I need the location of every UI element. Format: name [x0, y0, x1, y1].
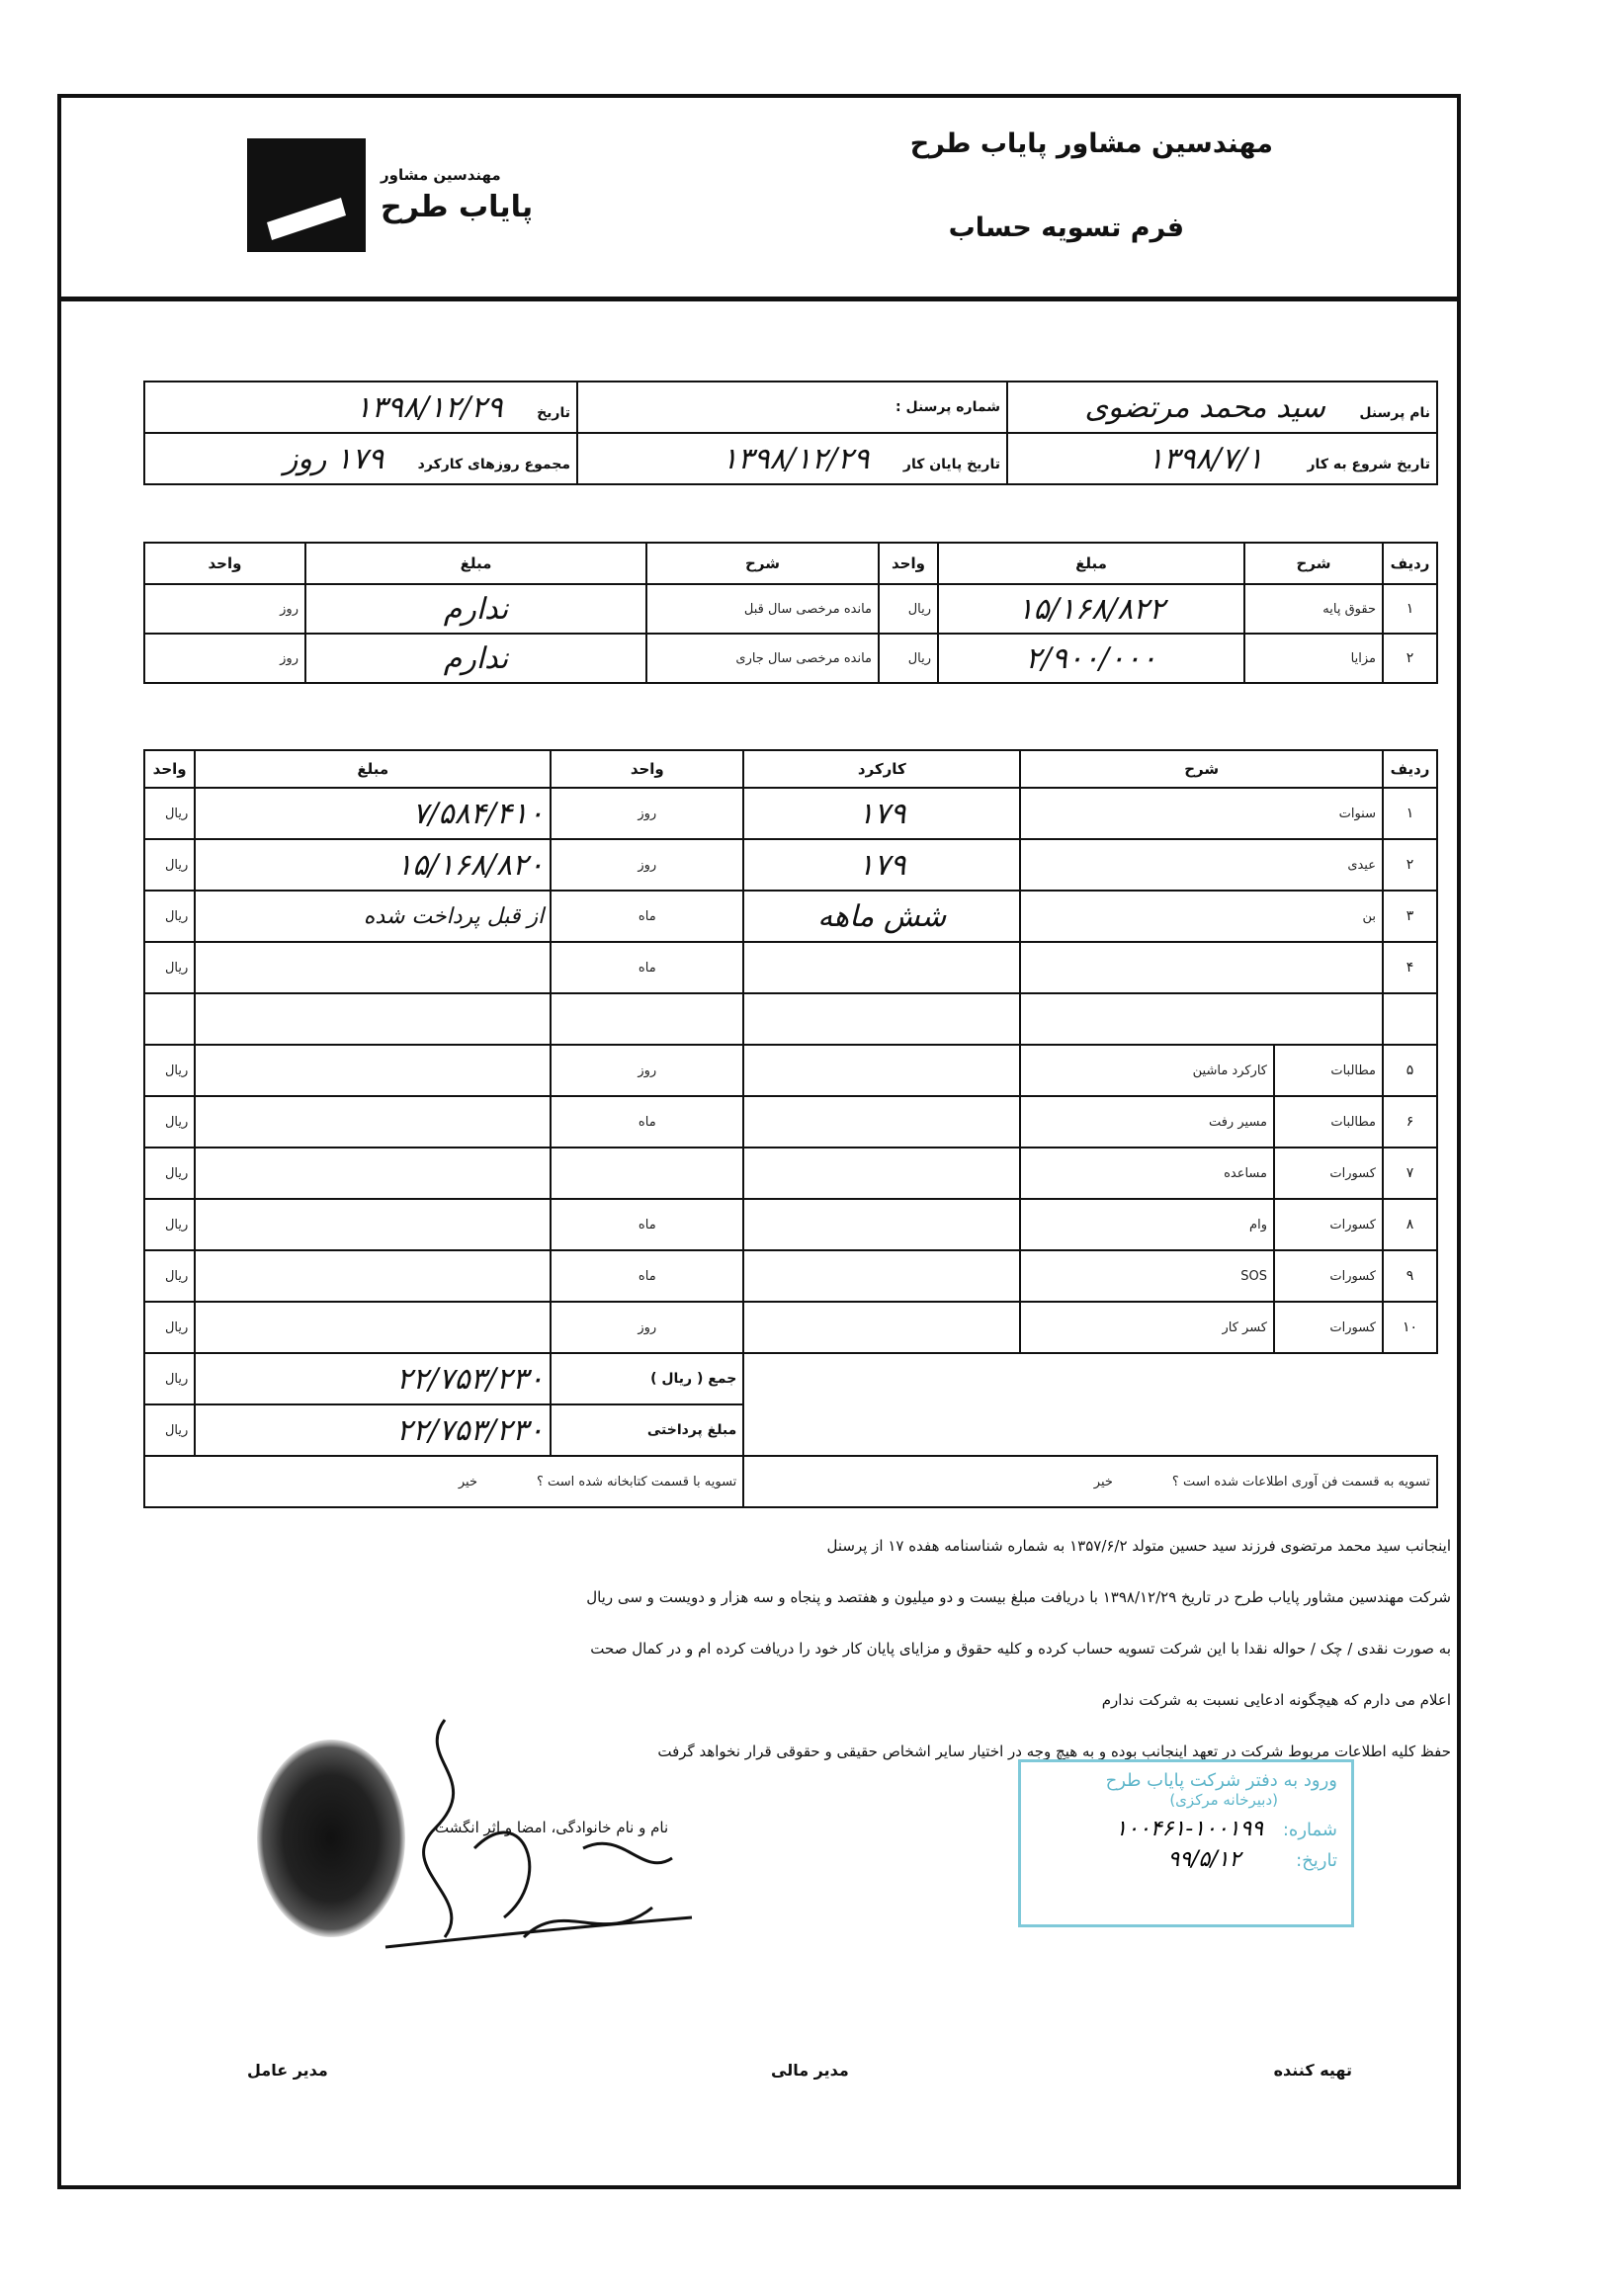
table-row [144, 942, 1437, 993]
start-date-value: ۱۳۹۸/۷/۱ [1148, 441, 1264, 476]
row-subdesc: SOS [1020, 1250, 1274, 1302]
row-desc: مانده مرخصی سال قبل [646, 584, 879, 634]
col-header: کارکرد [743, 750, 1020, 788]
row-number: ۴ [1383, 942, 1437, 993]
days-label: مجموع روزهای کارکرد [417, 456, 570, 472]
row-unit: روز [551, 1045, 743, 1096]
row-amount [195, 1045, 551, 1096]
salary-table [143, 542, 1438, 684]
stamp-subtitle: (دبیرخانه مرکزی) [1169, 1791, 1278, 1809]
stamp-date-label: تاریخ: [1296, 1850, 1337, 1871]
row-unit: روز [551, 1302, 743, 1353]
row-number: ۷ [1383, 1148, 1437, 1199]
col-header: مبلغ [195, 750, 551, 788]
row-unit: ریال [879, 634, 938, 683]
company-name: مهندسین مشاور پایاب طرح [909, 128, 1273, 159]
row-number: ۲ [1383, 839, 1437, 891]
col-header: شرح [1244, 543, 1383, 584]
name-label: نام پرسنل [1359, 404, 1430, 421]
table-row [144, 993, 1437, 1045]
stamp-number-label: شماره: [1282, 1820, 1337, 1840]
end-date-label: تاریخ پایان کار [902, 456, 1000, 472]
row-subdesc: کارکرد ماشین [1020, 1045, 1274, 1096]
row-unit: ماه [551, 1199, 743, 1250]
row-work: شش ماهه [743, 891, 1020, 942]
row-amount [195, 993, 551, 1045]
row-unit2: ریال [144, 1148, 195, 1199]
row-unit [551, 993, 743, 1045]
col-header: شرح [1020, 750, 1383, 788]
row-amount [195, 1148, 551, 1199]
row-unit2: ریال [144, 1096, 195, 1148]
row-number: ۶ [1383, 1096, 1437, 1148]
personnel-no-label: شماره پرسنل : [895, 399, 1000, 415]
date-value: ۱۳۹۸/۱۲/۲۹ [355, 389, 503, 425]
stamp-number-value: ۱۰۰۱۹۹-۱۰۰۴۶۱ [1115, 1817, 1264, 1841]
days-value: ۱۷۹ روز [283, 441, 384, 476]
row-amount: ۷/۵۸۴/۴۱۰ [195, 788, 551, 839]
payable-value: ۲۲/۷۵۳/۲۳۰ [195, 1404, 551, 1456]
table-row [144, 1045, 1437, 1096]
row-unit2: ریال [144, 1302, 195, 1353]
row-unit: روز [144, 634, 305, 683]
signature-label: نام و نام خانوادگی، امضا و اثر انگشت [435, 1819, 669, 1836]
declaration-line-4: اعلام می دارم که هیچگونه ادعایی نسبت به شرکت ندارم [1101, 1691, 1451, 1709]
row-desc: کسورات [1274, 1199, 1383, 1250]
table-row [144, 1148, 1437, 1199]
row-desc: سنوات [1020, 788, 1383, 839]
table-row [144, 1302, 1437, 1353]
row-unit [551, 1148, 743, 1199]
col-header: مبلغ [305, 543, 646, 584]
col-header: واحد [551, 750, 743, 788]
row-desc [1020, 993, 1383, 1045]
settlement-questions-row [144, 1456, 1437, 1507]
settlement-table [143, 749, 1438, 1508]
row-amount: ۱۵/۱۶۸/۸۲۰ [195, 839, 551, 891]
row-unit2: ریال [144, 1199, 195, 1250]
row-desc: مانده مرخصی سال جاری [646, 634, 879, 683]
library-settlement-question: تسویه با قسمت کتابخانه شده است ؟ [536, 1474, 737, 1489]
row-amount: ندارم [305, 634, 646, 683]
signature-image [326, 1700, 702, 1977]
row-work: ۱۷۹ [743, 788, 1020, 839]
col-header: شرح [646, 543, 879, 584]
form-title: فرم تسویه حساب [948, 213, 1184, 243]
declaration-line-5: حفظ کلیه اطلاعات مربوط شرکت در تعهد اینجانب بوده و به هیچ وجه در اختیار سایر اشخاص حقیقی و حقوقی قرار نخواهد گرفت [657, 1743, 1451, 1760]
preparer-label: تهیه کننده [1273, 2061, 1352, 2080]
library-settlement-answer: خیر [458, 1474, 477, 1489]
col-header: واحد [144, 543, 305, 584]
total-unit: ریال [144, 1353, 195, 1404]
stamp-date-value: ۹۹/۵/۱۲ [1167, 1847, 1241, 1872]
row-unit: روز [551, 788, 743, 839]
col-header: واحد [144, 750, 195, 788]
col-header: ردیف [1383, 750, 1437, 788]
registry-stamp [1018, 1759, 1354, 1927]
row-unit2: ریال [144, 1045, 195, 1096]
table-row [144, 1250, 1437, 1302]
row-desc: بن [1020, 891, 1383, 942]
declaration-line-3: به صورت نقدی / چک / حواله نقدا با این شرکت تسویه حساب کرده و کلیه حقوق و مزایای پایان کار خود را دریافت کرده ام و در کمال صحت [590, 1640, 1451, 1658]
logo-title: پایاب طرح [381, 190, 534, 224]
total-value: ۲۲/۷۵۳/۲۳۰ [195, 1353, 551, 1404]
row-unit: ریال [879, 584, 938, 634]
row-number: ۳ [1383, 891, 1437, 942]
row-subdesc: کسر کار [1020, 1302, 1274, 1353]
row-number: ۲ [1383, 634, 1437, 683]
total-label: جمع ( ریال ) [551, 1353, 743, 1404]
row-unit2 [144, 993, 195, 1045]
col-header: مبلغ [938, 543, 1244, 584]
date-label: تاریخ [537, 404, 570, 421]
row-subdesc: وام [1020, 1199, 1274, 1250]
row-unit2: ریال [144, 839, 195, 891]
row-amount: ندارم [305, 584, 646, 634]
table-row [144, 1199, 1437, 1250]
row-work [743, 1096, 1020, 1148]
table-row [144, 584, 1437, 634]
row-number: ۱ [1383, 584, 1437, 634]
ceo-label: مدیر عامل [247, 2061, 328, 2080]
row-amount: ۱۵/۱۶۸/۸۲۲ [938, 584, 1244, 634]
row-unit: ماه [551, 1096, 743, 1148]
row-number: ۱ [1383, 788, 1437, 839]
header-divider [57, 297, 1461, 301]
row-desc: حقوق پایه [1244, 584, 1383, 634]
row-unit2: ریال [144, 942, 195, 993]
row-amount [195, 1199, 551, 1250]
row-subdesc: مسیر رفت [1020, 1096, 1274, 1148]
row-number: ۹ [1383, 1250, 1437, 1302]
payable-label: مبلغ پرداختی [551, 1404, 743, 1456]
declaration-line-1: اینجانب سید محمد مرتضوی فرزند سید حسین متولد ۱۳۵۷/۶/۲ به شماره شناسنامه هفده ۱۷ از پرسنل [826, 1537, 1451, 1555]
row-amount [195, 1302, 551, 1353]
row-work [743, 1045, 1020, 1096]
finance-manager-label: مدیر مالی [771, 2061, 849, 2080]
row-amount [195, 942, 551, 993]
row-desc: مطالبات [1274, 1045, 1383, 1096]
row-subdesc: مساعده [1020, 1148, 1274, 1199]
col-header: ردیف [1383, 543, 1437, 584]
row-unit: ماه [551, 1250, 743, 1302]
row-number: ۸ [1383, 1199, 1437, 1250]
table-row [144, 788, 1437, 839]
row-desc: مزایا [1244, 634, 1383, 683]
start-date-label: تاریخ شروع به کار [1307, 456, 1430, 472]
row-work [743, 1148, 1020, 1199]
col-header: واحد [879, 543, 938, 584]
row-desc: مطالبات [1274, 1096, 1383, 1148]
row-desc: کسورات [1274, 1148, 1383, 1199]
row-work [743, 1199, 1020, 1250]
row-unit2: ریال [144, 1250, 195, 1302]
row-unit: روز [551, 839, 743, 891]
it-settlement-answer: خیر [1093, 1474, 1113, 1489]
row-desc: کسورات [1274, 1302, 1383, 1353]
table-row [144, 839, 1437, 891]
row-amount [195, 1250, 551, 1302]
name-value: سید محمد مرتضوی [1084, 389, 1325, 425]
personnel-info-table [143, 381, 1438, 485]
row-desc: عیدی [1020, 839, 1383, 891]
row-amount: ۲/۹۰۰/۰۰۰ [938, 634, 1244, 683]
row-work [743, 942, 1020, 993]
table-row [144, 634, 1437, 683]
declaration-line-2: شرکت مهندسین مشاور پایاب طرح در تاریخ ۱۳۹۸/۱۲/۲۹ با دریافت مبلغ بیست و دو میلیون و هفتصد و پنجاه و سه هزار و دویست و سی ریال [586, 1588, 1451, 1606]
stamp-title: ورود به دفتر شرکت پایاب طرح [1105, 1770, 1337, 1791]
table-row [144, 891, 1437, 942]
row-work: ۱۷۹ [743, 839, 1020, 891]
row-amount: از قبل پرداخت شده [195, 891, 551, 942]
row-unit: ماه [551, 891, 743, 942]
row-work [743, 993, 1020, 1045]
payable-unit: ریال [144, 1404, 195, 1456]
end-date-value: ۱۳۹۸/۱۲/۲۹ [722, 441, 870, 476]
row-unit: ماه [551, 942, 743, 993]
row-number [1383, 993, 1437, 1045]
total-row [144, 1353, 1437, 1404]
logo-icon [247, 138, 366, 252]
row-number: ۵ [1383, 1045, 1437, 1096]
logo-subtitle: مهندسین مشاور [381, 166, 501, 184]
row-number: ۱۰ [1383, 1302, 1437, 1353]
row-amount [195, 1096, 551, 1148]
it-settlement-question: تسویه به قسمت فن آوری اطلاعات شده است ؟ [1171, 1474, 1430, 1489]
row-unit: روز [144, 584, 305, 634]
row-unit2: ریال [144, 891, 195, 942]
row-work [743, 1302, 1020, 1353]
row-work [743, 1250, 1020, 1302]
row-desc: کسورات [1274, 1250, 1383, 1302]
payable-row [144, 1404, 1437, 1456]
table-row [144, 1096, 1437, 1148]
row-unit2: ریال [144, 788, 195, 839]
row-desc [1020, 942, 1383, 993]
